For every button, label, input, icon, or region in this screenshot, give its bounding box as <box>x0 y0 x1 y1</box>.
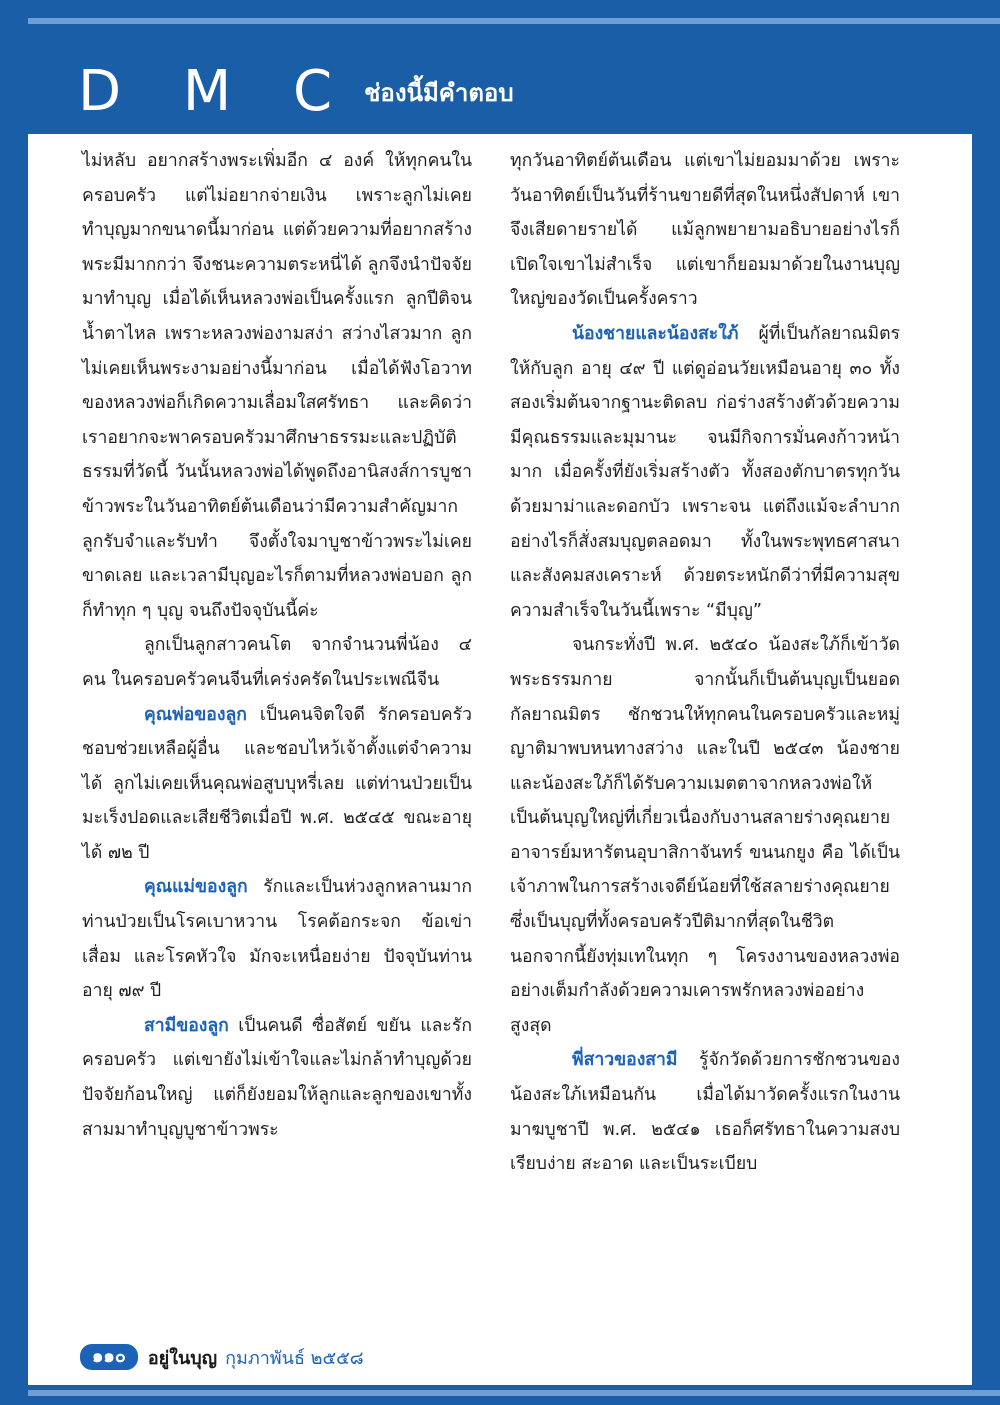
left-column <box>82 144 472 1147</box>
paragraph-text: เป็นคนดี ซื่อสัตย์ ขยัน และรักครอบครัว แต่เขายังไม่เข้าใจและไม่กล้าทำบุญด้วยปัจจัยก้อนใหญ่ แต่ก็ยังยอมให้ลูกและลูกของเขาทั้งสามมาทำบุญบูชาข้าวพระ <box>82 1015 472 1140</box>
paragraph: จนกระทั่งปี พ.ศ. ๒๕๔๐ น้องสะใภ้ก็เข้าวัดพระธรรมกาย จากนั้นก็เป็นต้นบุญเป็นยอดกัลยาณมิตร ชักชวนให้ทุกคนในครอบครัวและหมู่ญาติมาพบหนทางสว่าง และในปี ๒๕๔๓ น้องชายและน้องสะใภ้ก็ได้รับความเมตตาจากหลวงพ่อให้เป็นต้นบุญใหญ่ที่เกี่ยวเนื่องกับงานสลายร่างคุณยายอาจารย์มหารัตนอุบาสิกาจันทร์ ขนนกยูง คือ ได้เป็นเจ้าภาพในการสร้างเจดีย์น้อยที่ใช้สลายร่างคุณยาย ซึ่งเป็นบุญที่ทั้งครอบครัวปีติมากที่สุดในชีวิต นอกจากนี้ยังทุ่มเทในทุก ๆ โครงงานของหลวงพ่ออย่างเต็มกำลังด้วยความเคารพรักหลวงพ่ออย่างสูงสุด <box>510 635 900 1036</box>
highlight-term: สามีของลูก <box>144 1015 229 1036</box>
paragraph: ลูกเป็นลูกสาวคนโต จากจำนวนพี่น้อง ๔ คน ในครอบครัวคนจีนที่เคร่งครัดในประเพณีจีน <box>82 635 472 690</box>
page-number-badge: ๑๑๐ <box>80 1344 138 1370</box>
page-footer <box>80 1342 364 1372</box>
highlight-term: คุณแม่ของลูก <box>144 877 248 898</box>
paragraph: ไม่หลับ อยากสร้างพระเพิ่มอีก ๔ องค์ ให้ทุกคนในครอบครัว แต่ไม่อยากจ่ายเงิน เพราะลูกไม่เคยทำบุญมากขนาดนี้มาก่อน แต่ด้วยความที่อยากสร้างพระมีมากกว่า จึงชนะความตระหนี่ได้ ลูกจึงนำปัจจัยมาทำบุญ เมื่อได้เห็นหลวงพ่อเป็นครั้งแรก ลูกปีติจนน้ำตาไหล เพราะหลวงพ่องามสง่า สว่างไสวมาก ลูกไม่เคยเห็นพระงามอย่างนี้มาก่อน เมื่อได้ฟังโอวาทของหลวงพ่อก็เกิดความเลื่อมใสศรัทธา และคิดว่าเราอยากจะพาครอบครัวมาศึกษาธรรมะและปฏิบัติธรรมที่วัดนี้ วันนั้นหลวงพ่อได้พูดถึงอานิสงส์การบูชาข้าวพระในวันอาทิตย์ต้นเดือนว่ามีความสำคัญมาก ลูกรับจำและรับทำ จึงตั้งใจมาบูชาข้าวพระไม่เคยขาดเลย และเวลามีบุญอะไรก็ตามที่หลวงพ่อบอก ลูกก็ทำทุก ๆ บุญ จนถึงปัจจุบันนี้ค่ะ <box>82 151 472 621</box>
paragraph-text: รักและเป็นห่วงลูกหลานมาก ท่านป่วยเป็นโรคเบาหวาน โรคต้อกระจก ข้อเข่าเสื่อม และโรคหัวใจ มักจะเหนื่อยง่าย ปัจจุบันท่านอายุ ๗๙ ปี <box>82 877 472 1002</box>
paragraph-text: รู้จักวัดด้วยการชักชวนของน้องสะใภ้เหมือนกัน เมื่อได้มาวัดครั้งแรกในงานมาฆบูชาปี พ.ศ. ๒๕๔๑ เธอก็ศรัทธาในความสงบ เรียบง่าย สะอาด และเป็นระเบียบ <box>510 1050 900 1175</box>
magazine-name: อยู่ในบุญ <box>147 1347 218 1369</box>
highlight-term: น้องชายและน้องสะใภ้ <box>572 323 739 344</box>
section-tagline: ช่องนี้มีคำตอบ <box>364 79 514 107</box>
brand-logo: D M C <box>78 59 355 124</box>
paragraph <box>510 317 900 628</box>
paragraph <box>510 1043 900 1181</box>
issue-date: กุมภาพันธ์ ๒๕๕๘ <box>225 1347 364 1369</box>
paragraph <box>82 870 472 1008</box>
paragraph-text: ผู้ที่เป็นกัลยาณมิตรให้กับลูก อายุ ๔๙ ปี แต่ดูอ่อนวัยเหมือนอายุ ๓๐ ทั้งสองเริ่มต้นจากฐานะติดลบ ก่อร่างสร้างตัวด้วยความมีคุณธรรมและมุมานะ จนมีกิจการมั่นคงก้าวหน้ามาก เมื่อครั้งที่ยังเริ่มสร้างตัว ทั้งสองตักบาตรทุกวันด้วยมาม่าและดอกบัว เพราะจน แต่ถึงแม้จะลำบากอย่างไรก็สั่งสมบุญตลอดมา ทั้งในพระพุทธศาสนาและสังคมสงเคราะห์ ด้วยตระหนักดีว่าที่มีความสุข ความสำเร็จในวันนี้เพราะ “มีบุญ” <box>510 323 900 621</box>
right-column <box>510 144 900 1182</box>
paragraph <box>82 698 472 871</box>
bottom-accent-line <box>28 1390 1000 1396</box>
paragraph <box>82 1009 472 1147</box>
paragraph-text: เป็นคนจิตใจดี รักครอบครัว ชอบช่วยเหลือผู้อื่น และชอบไหว้เจ้าตั้งแต่จำความได้ ลูกไม่เคยเห็นคุณพ่อสูบบุหรี่เลย แต่ท่านป่วยเป็นมะเร็งปอดและเสียชีวิตเมื่อปี พ.ศ. ๒๕๔๕ ขณะอายุได้ ๗๒ ปี <box>82 704 472 863</box>
highlight-term: พี่สาวของสามี <box>572 1050 678 1071</box>
paragraph: ทุกวันอาทิตย์ต้นเดือน แต่เขาไม่ยอมมาด้วย เพราะวันอาทิตย์เป็นวันที่ร้านขายดีที่สุดในหนึ่งสัปดาห์ เขาจึงเสียดายรายได้ แม้ลูกพยายามอธิบายอย่างไรก็เปิดใจเขาไม่สำเร็จ แต่เขาก็ยอมมาด้วยในงานบุญใหญ่ของวัดเป็นครั้งคราว <box>510 151 900 310</box>
article-page <box>28 134 972 1385</box>
top-accent-line <box>28 18 1000 24</box>
highlight-term: คุณพ่อของลูก <box>144 704 247 725</box>
section-header <box>78 52 514 122</box>
